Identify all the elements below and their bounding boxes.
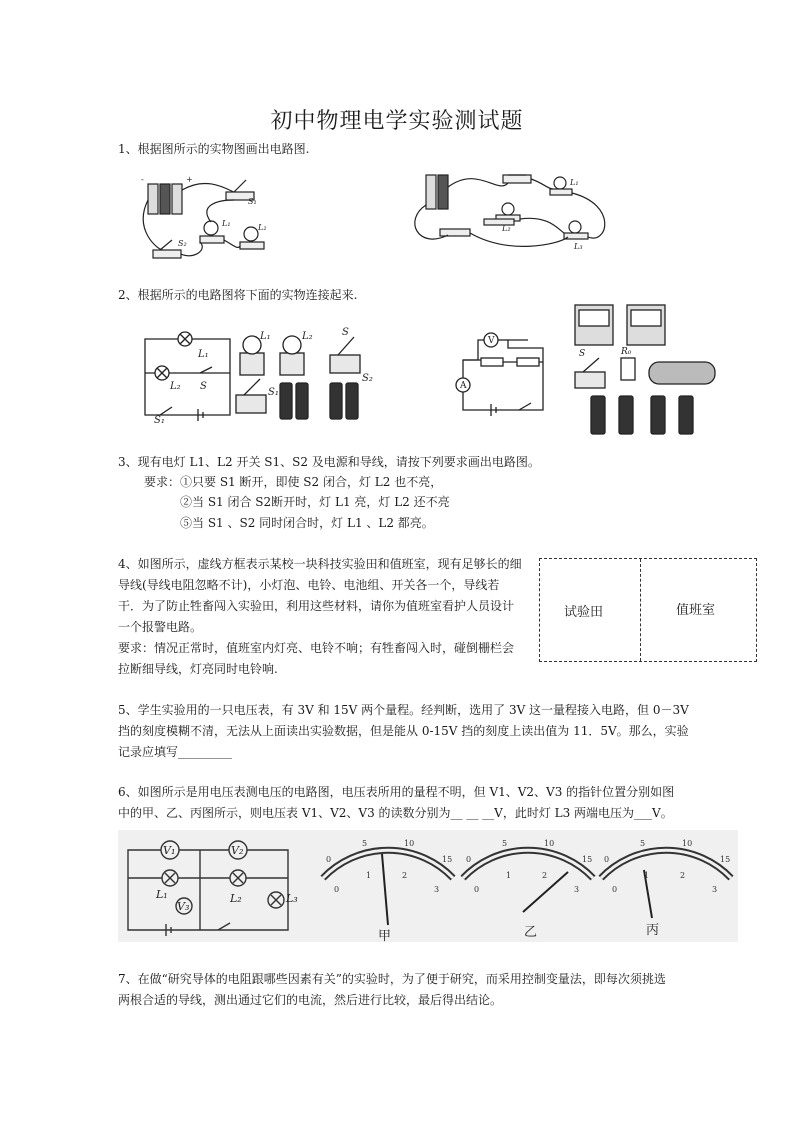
- question-3-req-1: 要求：①只要 S1 断开，即使 S2 闭合，灯 L2 也不亮，: [144, 475, 443, 489]
- page-title: 初中物理电学实验测试题: [270, 109, 524, 134]
- svg-text:1: 1: [644, 871, 650, 880]
- svg-text:0: 0: [334, 885, 340, 894]
- q2l-item-s: S: [342, 327, 349, 338]
- q1-label-s1: S₁: [248, 197, 257, 206]
- q6-label-v2: V₂: [231, 844, 244, 857]
- q6-label-v3: V₃: [177, 900, 190, 913]
- q2l-item-l2: L₂: [302, 331, 313, 342]
- svg-text:2: 2: [542, 871, 548, 880]
- question-5-line-3: 记录应填写_________: [118, 745, 233, 759]
- q1-left-figure: [138, 170, 278, 265]
- svg-text:5: 5: [640, 839, 646, 848]
- question-5-line-1: 5、学生实验用的一只电压表，有 3V 和 15V 两个量程。经判断，选用了 3V 这一量程接入电路，但 0－3V: [118, 703, 689, 717]
- question-3-req-3: ⑤当 S1 、S2 同时闭合时，灯 L1 、L2 都亮。: [180, 516, 434, 530]
- svg-text:10: 10: [682, 839, 693, 848]
- question-5-line-2: 挡的刻度模糊不清，无法从上面读出实验数据，但是能从 0-15V 挡的刻度上读出值为 11．5V。那么，实验: [118, 724, 689, 738]
- question-2-text: 2、根据所示的电路图将下面的实物连接起来.: [118, 288, 358, 302]
- svg-text:0: 0: [474, 885, 480, 894]
- q1r-label-l3: L₃: [574, 242, 583, 251]
- svg-text:-: -: [141, 175, 144, 184]
- svg-text:5: 5: [362, 839, 368, 848]
- q1-label-s2: S₂: [178, 239, 187, 248]
- svg-text:0: 0: [326, 855, 332, 864]
- svg-text:+: +: [186, 175, 193, 184]
- svg-text:1: 1: [506, 871, 512, 880]
- q2l-item-s2: S₂: [362, 373, 373, 384]
- q2r-item-r0: R₀: [621, 347, 632, 357]
- q4-field-diagram: [539, 558, 757, 662]
- svg-text:15: 15: [720, 855, 731, 864]
- svg-text:3: 3: [574, 885, 580, 894]
- q6-label-l2: L₂: [230, 892, 242, 905]
- q1r-label-l1: L₁: [570, 178, 579, 187]
- svg-text:10: 10: [404, 839, 415, 848]
- q2-left-figure: [140, 325, 380, 425]
- question-4-line: 干．为了防止牲畜闯入实验田，利用这些材料，请你为值班室看护人员设计: [118, 599, 515, 613]
- svg-text:1: 1: [366, 871, 372, 880]
- q2r-label-v: V: [488, 336, 495, 346]
- q1-label-l2: L₂: [258, 223, 267, 232]
- q2r-label-a: A: [460, 381, 467, 391]
- q4-divider: [640, 559, 641, 661]
- q1-right-figure: [408, 165, 618, 257]
- svg-text:0: 0: [466, 855, 472, 864]
- question-4-line: 一个报警电路。: [118, 620, 203, 634]
- meter-label-jia: 甲: [378, 929, 392, 942]
- q6-label-l1: L₁: [156, 888, 168, 901]
- question-7-line-1: 7、在做“研究导体的电阻跟哪些因素有关”的实验时，为了便于研究，而采用控制变量法，即每次须挑选: [118, 972, 666, 986]
- question-4-line: 4、如图所示，虚线方框表示某校一块科技实验田和值班室，现有足够长的细: [118, 557, 522, 571]
- q2r-item-s: S: [579, 349, 586, 359]
- q2l-label-l1: L₁: [198, 349, 209, 360]
- svg-text:15: 15: [582, 855, 593, 864]
- question-3-text: 3、现有电灯 L1、L2 开关 S1、S2 及电源和导线，请按下列要求画出电路图。: [118, 455, 540, 469]
- question-6-line-2: 中的甲、乙、丙图所示，则电压表 V1、V2、V3 的读数分别为__ __ __V，此时灯 L3 两端电压为___V。: [118, 806, 673, 820]
- svg-text:0: 0: [612, 885, 618, 894]
- q2l-item-l1: L₁: [260, 331, 271, 342]
- question-6-line-1: 6、如图所示是用电压表测电压的电路图，电压表所用的量程不明，但 V1、V2、V3 的指针位置分别如图: [118, 785, 675, 799]
- question-1-text: 1、根据图所示的实物图画出电路图.: [118, 142, 310, 156]
- svg-text:2: 2: [680, 871, 686, 880]
- svg-text:15: 15: [442, 855, 453, 864]
- q2l-label-s: S: [200, 381, 207, 392]
- question-4-line: 导线(导线电阻忽略不计)，小灯泡、电铃、电池组、开关各一个，导线若: [118, 578, 500, 592]
- q1r-label-l2: L₂: [502, 224, 511, 233]
- svg-text:2: 2: [402, 871, 408, 880]
- question-4-line: 要求：情况正常时，值班室内灯亮、电铃不响；有牲畜闯入时，碰倒栅栏会: [118, 641, 515, 655]
- question-7-line-2: 两根合适的导线，测出通过它们的电流，然后进行比较，最后得出结论。: [118, 993, 503, 1007]
- q6-figure: [118, 830, 738, 942]
- q2l-label-l2: L₂: [170, 381, 181, 392]
- q1-label-l1: L₁: [222, 219, 231, 228]
- question-3-req-2: ②当 S1 闭合 S2断开时，灯 L1 亮，灯 L2 还不亮: [180, 495, 450, 509]
- q2l-label-s1: S₁: [154, 415, 165, 425]
- svg-text:3: 3: [712, 885, 718, 894]
- q2-right-figure: [453, 300, 733, 440]
- q6-label-v1: V₁: [163, 844, 176, 857]
- svg-text:0: 0: [604, 855, 610, 864]
- q4-label-field: 试验田: [564, 605, 604, 620]
- svg-text:10: 10: [544, 839, 555, 848]
- question-4-line: 拉断细导线，灯亮同时电铃响.: [118, 662, 278, 676]
- q6-label-l3: L₃: [286, 892, 298, 905]
- svg-text:3: 3: [434, 885, 440, 894]
- q2l-item-s1: S₁: [268, 387, 279, 398]
- svg-text:5: 5: [502, 839, 508, 848]
- meter-label-bing: 丙: [646, 923, 660, 938]
- meter-label-yi: 乙: [524, 925, 538, 940]
- q4-label-duty-room: 值班室: [676, 603, 716, 618]
